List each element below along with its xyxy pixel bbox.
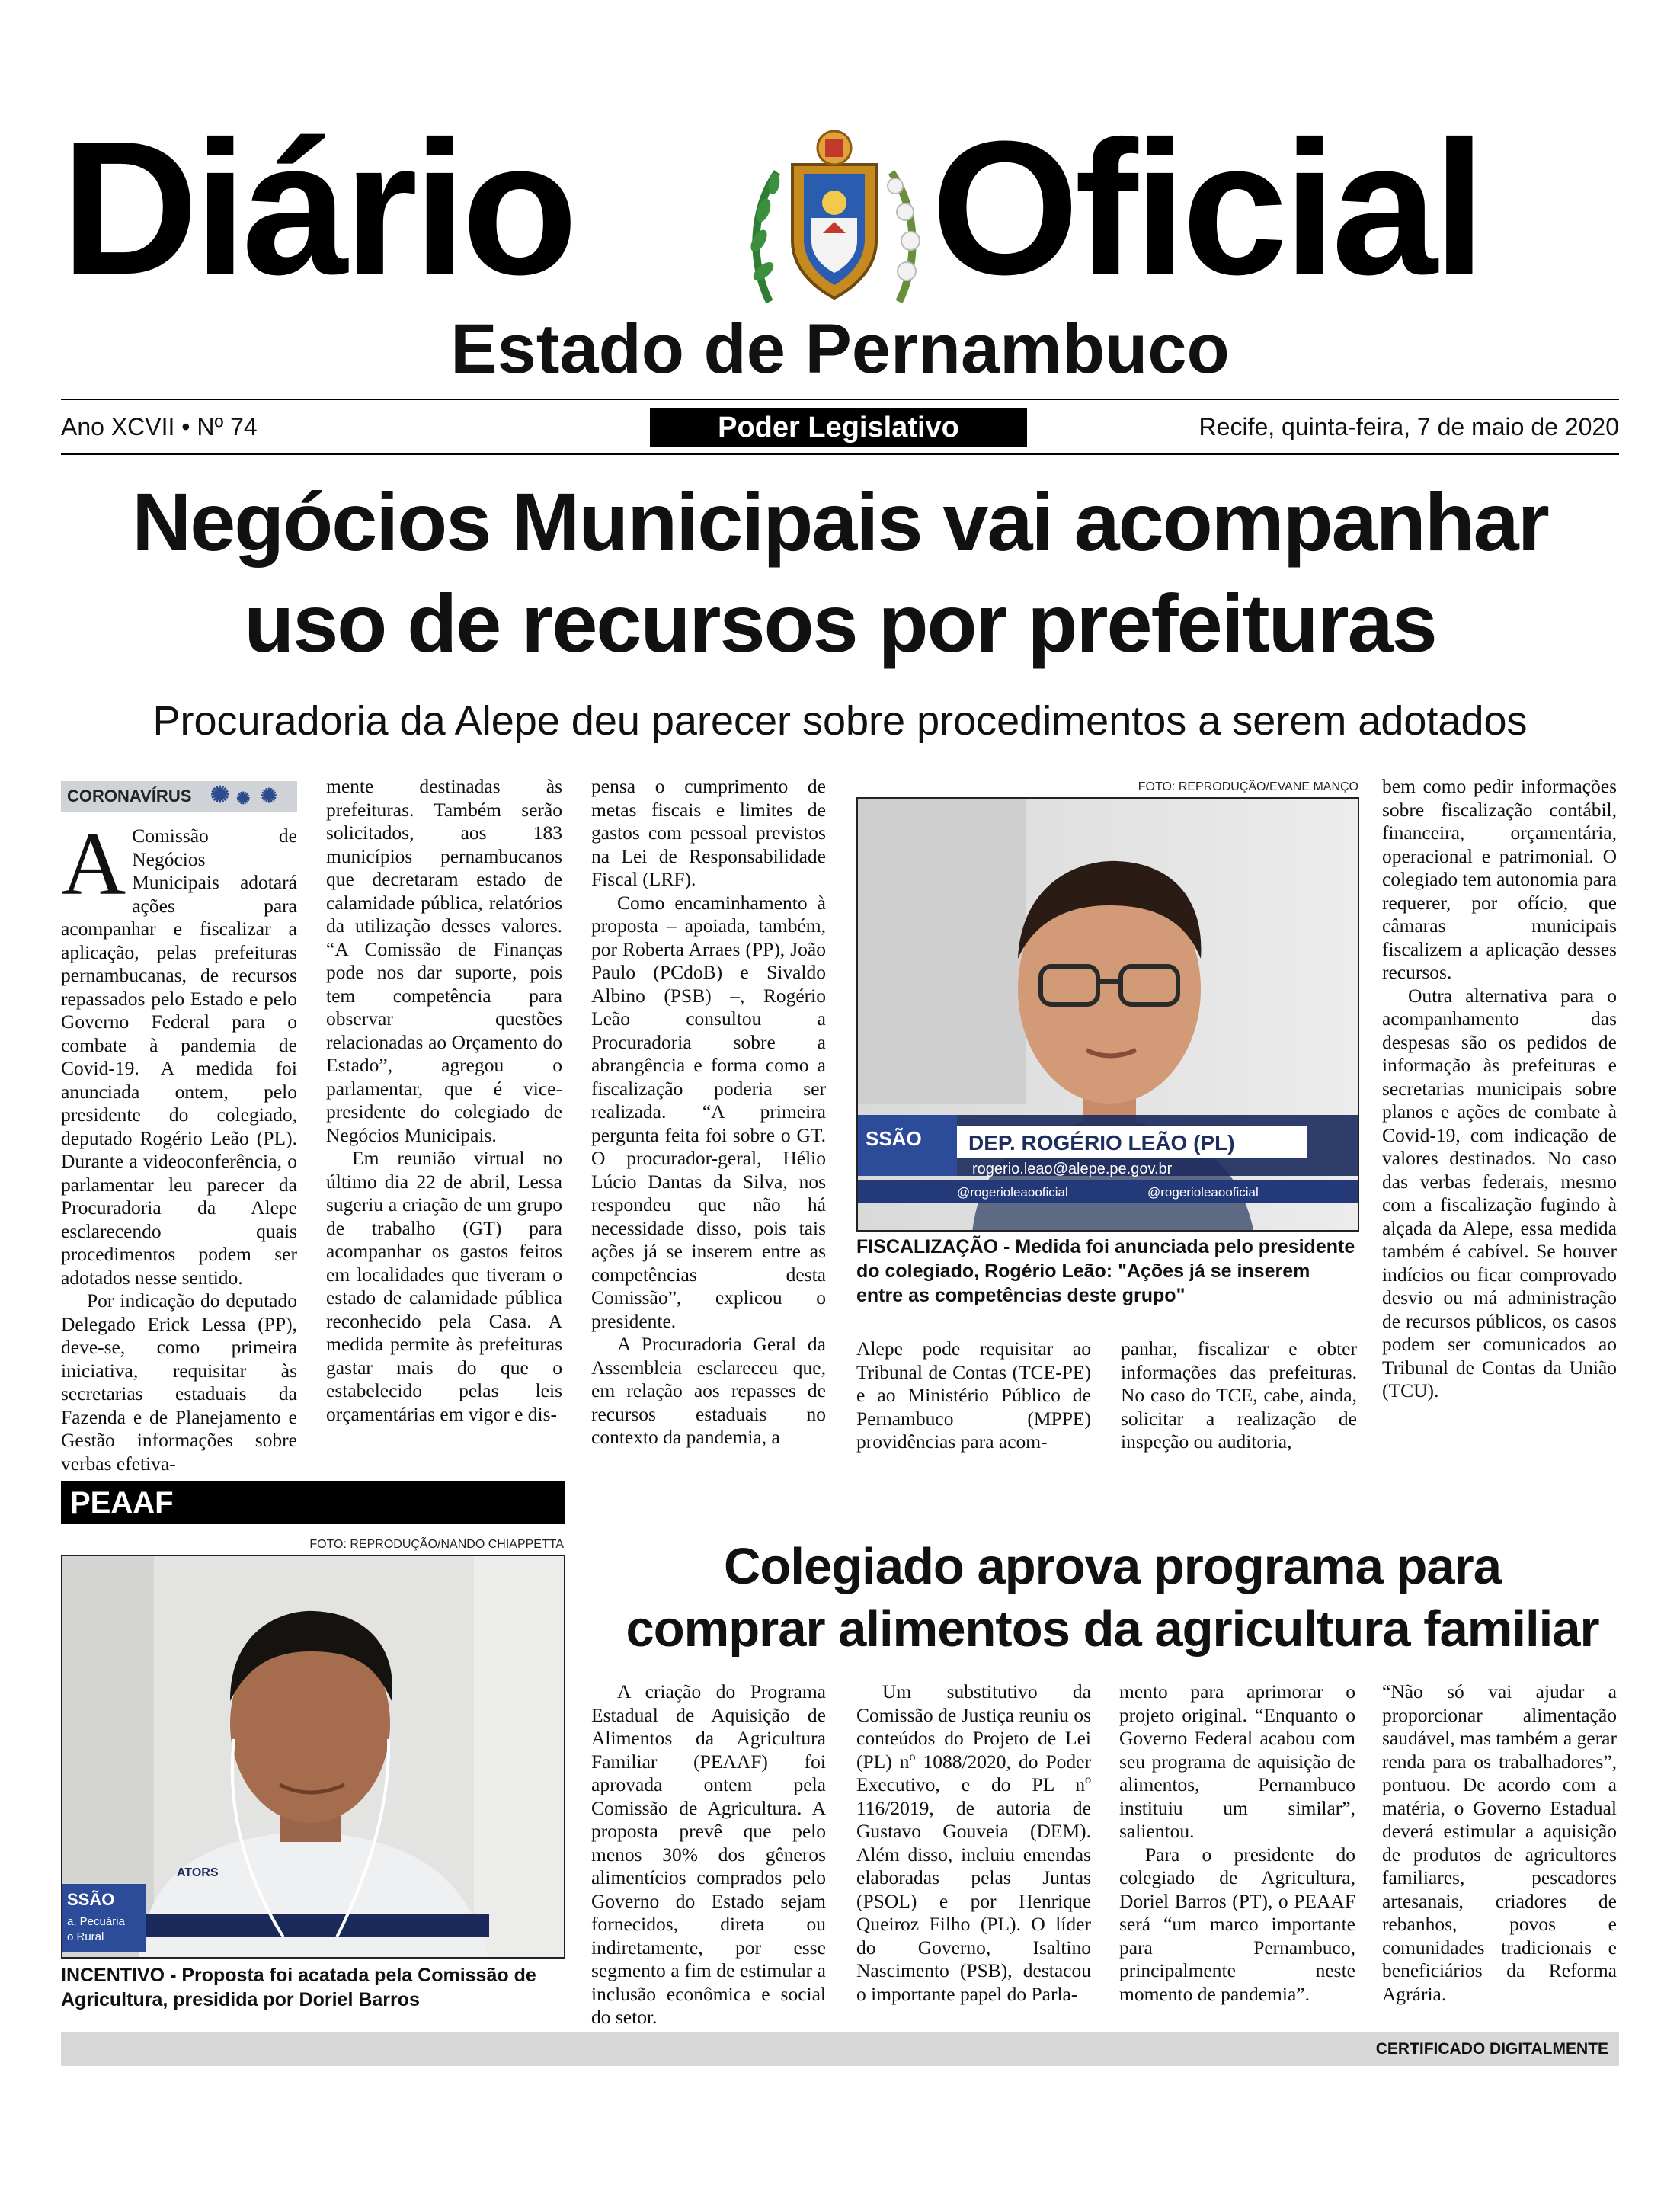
photo1-nameplate: DEP. ROGÉRIO LEÃO (PL)	[968, 1131, 1235, 1155]
article2-column-4	[1382, 1680, 1617, 2006]
photo2-badge: SSÃO	[67, 1890, 115, 1909]
article2-col1-paragraph: A criação do Programa Estadual de Aquisição de Alimentos da Agricultura Familiar (PEAAF) foi aprovada ontem pela Comissão de Agricultura. A proposta prevê que pelo menos 30% dos gêneros alimentícios comprados pelo Governo do Estado sejam fornecidos, direta ou indiretamente, por esse segmento a fim de estimular a inclusão econômica e social do setor.	[591, 1680, 826, 2028]
photo1-credit: FOTO: REPRODUÇÃO/EVANE MANÇO	[1138, 780, 1358, 793]
header-rule-top	[61, 399, 1619, 400]
article1-col3-paragraph: A Procuradoria Geral da Assembleia esclareceu que, em relação aos repasses de recursos estaduais no contexto da pandemia, a	[591, 1333, 826, 1448]
virus-icon: ✺	[261, 784, 277, 807]
photo1-caption: FISCALIZAÇÃO - Medida foi anunciada pelo presidente do colegiado, Rogério Leão: "Ações já se inserem entre as competências deste grupo"	[856, 1236, 1355, 1306]
coronavirus-tag	[61, 781, 297, 812]
article1-col3-paragraph: Como encaminhamento à proposta – apoiada, também, por Roberta Arraes (PP), João Paulo (PCdoB) e Sivaldo Albino (PSB) –, Rogério Leão consultou a Procuradoria sobre a abrangência e forma como a fiscalização poderia ser realizada. “A primeira pergunta feita foi sobre o GT. O procurador-geral, Hélio Lúcio Dantas da Silva, nos respondeu que não há necessidade disso, pois tais ações já se inserem entre as competências desta Comissão”, explicou o presidente.	[591, 891, 826, 1332]
photo1-portrait	[858, 799, 1359, 1232]
masthead-word-diario: Diário	[61, 101, 574, 314]
article1-col6-paragraph: bem como pedir informações sobre fiscalização contábil, financeira, orçamentária, operacional e patrimonial. O colegiado tem autonomia para requerer, por ofício, que câmaras municipais fiscalizem a aplicação desses recursos.	[1382, 775, 1618, 983]
article1-column-2	[326, 775, 562, 1426]
drop-cap: A	[61, 814, 126, 914]
photo1-badge: SSÃO	[866, 1127, 922, 1150]
masthead-word-oficial: Oficial	[931, 101, 1482, 314]
header-rule-bottom	[61, 453, 1619, 455]
edition-number: Ano XCVII • Nº 74	[61, 413, 258, 440]
photo1-social-1: @rogerioleaooficial	[957, 1185, 1068, 1200]
photo2-caption: INCENTIVO - Proposta foi acatada pela Comissão de Agricultura, presidida por Doriel Barros	[61, 1965, 536, 2010]
article2-col3-paragraph: mento para aprimorar o projeto original. “Enquanto o Governo Federal acabou com seu programa de aquisição de alimentos, Pernambuco instituiu um similar”, salientou.	[1119, 1680, 1355, 1842]
footer-certification: CERTIFICADO DIGITALMENTE	[61, 2032, 1619, 2066]
article2-col3-paragraph: Para o presidente do colegiado de Agricultura, Doriel Barros (PT), o PEAAF será “um marco importante para Pernambuco, principalmente neste momento de pandemia”.	[1119, 1843, 1355, 2005]
photo2-doriel-barros	[61, 1555, 565, 1959]
article1-col1-paragraph: Comissão de Negócios Municipais adotará ações para acompanhar e fiscalizar a aplicação, pelas prefeituras pernambucanas, de recursos repassados pelo Estado e pelo Governo Federal para o combate à pandemia de Covid-19. A medida foi anunciada ontem, pelo presidente do colegiado, deputado Rogério Leão (PL). Durante a videoconferência, o parlamentar leu parecer da Procuradoria da Alepe esclarecendo quais procedimentos podem ser adotados nesse sentido.	[61, 825, 297, 1289]
article1-col6-paragraph: Outra alternativa para o acompanhamento das despesas são os pedidos de informação às prefeituras e secretarias municipais sobre planos e ações de combate à Covid-19, com indicação de valores destinados. No caso das verbas federais, mesmo com a fiscalização fugindo à alçada da Alepe, essa medida também é cabível. Se houver indícios ou ficar comprovado desvio ou má administração de recursos públicos, os casos podem ser comunicados ao Tribunal de Contas da União (TCU).	[1382, 984, 1617, 1401]
article1-col4-paragraph: Alepe pode requisitar ao Tribunal de Contas (TCE-PE) e ao Ministério Público de Pernambuco (MPPE) providências para acom-	[856, 1337, 1091, 1453]
masthead-subtitle: Estado de Pernambuco	[450, 310, 1230, 388]
article2-col4-paragraph: “Não só vai ajudar a proporcionar alimentação saudável, mas também a gerar renda para os trabalhadores”, pontuou. De acordo com a matéria, o Governo Estadual deverá estimular a aquisição de produtos de agricultores familiares, pescadores artesanais, criadores de rebanhos, povos e comunidades tradicionais e beneficiários da Reforma Agrária.	[1382, 1680, 1617, 2005]
article1-column-4	[856, 1337, 1091, 1454]
photo2-lower-1: a, Pecuária	[67, 1915, 125, 1928]
article2-headline	[587, 1536, 1638, 1661]
virus-icon: ✺	[236, 789, 251, 808]
article2-column-1	[591, 1680, 826, 2029]
article1-column-3	[591, 775, 826, 1449]
masthead	[61, 101, 1623, 314]
article1-col3-paragraph: pensa o cumprimento de metas fiscais e limites de gastos com pessoal previstos na Lei de Responsabilidade Fiscal (LRF).	[591, 775, 826, 890]
article2-headline-line2: comprar alimentos da agricultura familiar	[626, 1600, 1599, 1658]
edition-infobar	[61, 404, 1619, 450]
article1-headline-line1: Negócios Municipais vai acompanhar	[132, 476, 1548, 568]
peaaf-section-bar: PEAAF	[61, 1481, 565, 1524]
article1-col1-paragraph: Por indicação do deputado Delegado Erick Lessa (PP), deve-se, como primeira iniciativa, requisitar às secretarias estaduais da Fazenda e de Planejamento e Gestão informações sobre verbas efetiva-	[61, 1289, 297, 1475]
photo2-lower-2: o Rural	[67, 1930, 104, 1943]
photo2-credit: FOTO: REPRODUÇÃO/NANDO CHIAPPETTA	[309, 1538, 564, 1551]
article2-column-2	[856, 1680, 1091, 2006]
article1-column-1	[61, 814, 297, 1475]
coronavirus-tag-label: CORONAVÍRUS	[67, 786, 192, 806]
edition-date: Recife, quinta-feira, 7 de maio de 2020	[1198, 413, 1619, 440]
section-label: Poder Legislativo	[650, 408, 1027, 447]
photo2-jersey-text: ATORS	[177, 1866, 219, 1879]
article2-col2-paragraph: Um substitutivo da Comissão de Justiça reuniu os conteúdos do Projeto de Lei (PL) nº 1088/2020, do Poder Executivo, e do PL nº 116/2019, de autoria de Gustavo Gouveia (DEM). Além disso, incluiu emendas elaboradas pelas Juntas (PSOL) e por Henrique Queiroz Filho (PL). O líder do Governo, Isaltino Nascimento (PSB), destacou o importante papel do Parla-	[856, 1680, 1091, 2005]
article1-col2-paragraph: Em reunião virtual no último dia 22 de abril, Lessa sugeriu a criação de um grupo de trabalho (GT) para acompanhar os gastos feitos em localidades que tiveram o estado de calamidade pública reconhecido pela Casa. A medida permite às prefeituras gastar mais do que o estabelecido pelas leis orçamentárias em vigor e dis-	[326, 1147, 562, 1425]
article1-headline-line2: uso de recursos por prefeituras	[244, 577, 1436, 669]
photo1-email: rogerio.leao@alepe.pe.gov.br	[972, 1161, 1173, 1177]
article2-column-3	[1119, 1680, 1355, 2006]
coat-of-arms-icon	[747, 127, 922, 309]
article1-col2-paragraph: mente destinadas às prefeituras. Também serão solicitados, aos 183 municípios pernambucanos que decretaram estado de calamidade pública, relatórios da utilização desses valores. “A Comissão de Finanças pode nos dar suporte, pois tem competência para observar questões relacionadas ao Orçamento do Estado”, agregou o parlamentar, que é vice-presidente do colegiado de Negócios Municipais.	[326, 775, 562, 1146]
article1-column-6	[1382, 775, 1617, 1403]
article1-column-5	[1121, 1337, 1357, 1454]
photo1-rogerio-leao	[856, 797, 1359, 1232]
photo1-social-2: @rogerioleaooficial	[1147, 1185, 1259, 1200]
article2-headline-line1: Colegiado aprova programa para	[724, 1538, 1501, 1595]
photo2-portrait	[62, 1556, 565, 1959]
article1-headline	[46, 471, 1634, 674]
article1-dek: Procuradoria da Alepe deu parecer sobre procedimentos a serem adotados	[152, 698, 1528, 744]
virus-icon: ✺	[210, 783, 230, 808]
article1-col5-paragraph: panhar, fiscalizar e obter informações das prefeituras. No caso do TCE, cabe, ainda, solicitar a realização de inspeção ou auditoria,	[1121, 1337, 1357, 1453]
